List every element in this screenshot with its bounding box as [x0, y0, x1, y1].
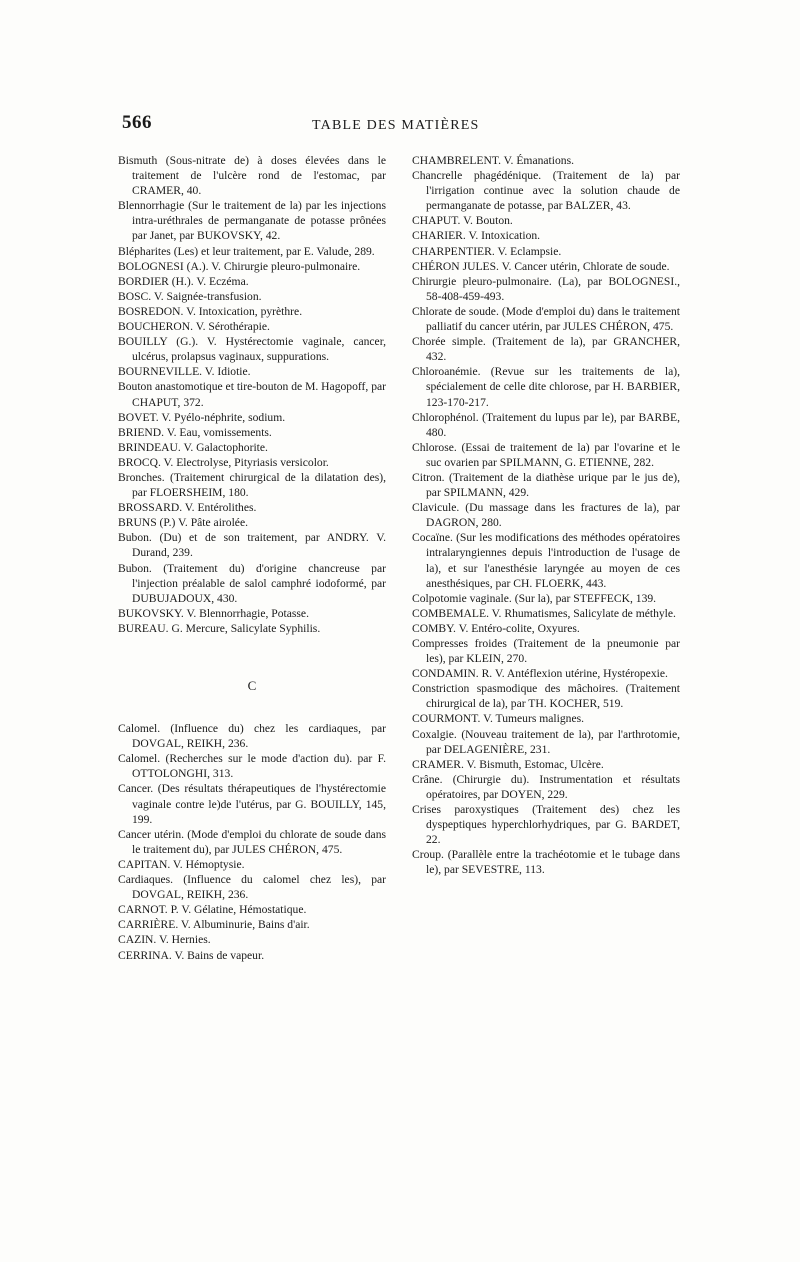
- index-entry: Bismuth (Sous-nitrate de) à doses élevées dans le traitement de l'ulcère rond de l'estomac, par CRAMER, 40.: [118, 154, 386, 198]
- index-entry: CARNOT. P. V. Gélatine, Hémostatique.: [118, 903, 307, 917]
- index-entry: CHARIER. V. Intoxication.: [412, 229, 541, 243]
- index-entry: Bronches. (Traitement chirurgical de la dilatation des), par FLOERSHEIM, 180.: [118, 470, 386, 500]
- index-entry: Bubon. (Du) et de son traitement, par ANDRY. V. Durand, 239.: [118, 531, 386, 560]
- index-entry: BRIEND. V. Eau, vomissements.: [118, 425, 272, 439]
- index-entry: Cancer. (Des résultats thérapeutiques de l'hystérectomie vaginale contre le)de l'utérus, par G. BOUILLY, 145, 199.: [118, 782, 386, 826]
- index-entry: Crises paroxystiques (Traitement des) chez les dyspeptiques hyperchlorhydriques, par G. BARDET, 22.: [412, 803, 680, 847]
- index-entry: CHAPUT. V. Bouton.: [412, 214, 513, 228]
- index-entry: Colpotomie vaginale. (Sur la), par STEFFECK, 139.: [412, 591, 657, 605]
- index-entry: CRAMER. V. Bismuth, Estomac, Ulcère.: [412, 757, 604, 771]
- index-entry: BUREAU. G. Mercure, Salicylate Syphilis.: [118, 621, 321, 635]
- index-entry: Croup. (Parallèle entre la trachéotomie et le tubage dans le), par SEVESTRE, 113.: [412, 848, 680, 877]
- index-entry: Clavicule. (Du massage dans les fractures de la), par DAGRON, 280.: [412, 501, 680, 530]
- index-entry: Crâne. (Chirurgie du). Instrumentation et résultats opératoires, par DOYEN, 229.: [412, 772, 680, 801]
- page-number: 566: [122, 112, 152, 133]
- index-entry: Chorée simple. (Traitement de la), par GRANCHER, 432.: [412, 335, 680, 364]
- right-column: [412, 153, 680, 878]
- index-entry: Chlorophénol. (Traitement du lupus par le), par BARBE, 480.: [412, 410, 680, 439]
- index-entry: Chloroanémie. (Revue sur les traitements de la), spécialement de celle dite chlorose, par H. BARBIER, 123-170-217.: [412, 365, 680, 409]
- page-header: [122, 112, 682, 140]
- index-entry: Chirurgie pleuro-pulmonaire. (La), par BOLOGNESI., 58-408-459-493.: [412, 274, 680, 303]
- index-entry: Bouton anastomotique et tire-bouton de M. Hagopoff, par CHAPUT, 372.: [118, 380, 386, 409]
- running-title: TABLE DES MATIÈRES: [312, 118, 480, 133]
- index-entry: CHÉRON JULES. V. Cancer utérin, Chlorate de soude.: [412, 259, 670, 273]
- index-entry: BOSC. V. Saignée-transfusion.: [118, 289, 262, 303]
- index-entry: Blennorrhagie (Sur le traitement de la) par les injections intra-uréthrales de permanganate de potasse prônées par Janet, par BUKOVSKY, 42.: [118, 199, 386, 243]
- index-entry: BOUCHERON. V. Sérothérapie.: [118, 320, 270, 334]
- index-entry: Constriction spasmodique des mâchoires. (Traitement chirurgical de la), par TH. KOCHER, 519.: [412, 682, 680, 711]
- index-entry: Coxalgie. (Nouveau traitement de la), par l'arthrotomie, par DELAGENIÈRE, 231.: [412, 727, 680, 756]
- index-entry: BOLOGNESI (A.). V. Chirurgie pleuro-pulmonaire.: [118, 259, 361, 273]
- entries-before-c: [118, 153, 386, 636]
- index-entry: CARRIÈRE. V. Albuminurie, Bains d'air.: [118, 918, 310, 932]
- index-entry: BRUNS (P.) V. Pâte airolée.: [118, 516, 248, 530]
- index-entry: Chancrelle phagédénique. (Traitement de la) par l'irrigation continue avec la solution chaude de permanganate de potasse, par BALZER, 43.: [412, 169, 680, 213]
- index-entry: CONDAMIN. R. V. Antéflexion utérine, Hystéropexie.: [412, 667, 668, 681]
- index-entry: BRINDEAU. V. Galactophorite.: [118, 440, 268, 454]
- index-entry: Chlorose. (Essai de traitement de la) par l'ovarine et le suc ovarien par SPILMANN, G. ETIENNE, 282.: [412, 440, 680, 469]
- index-entry: Chlorate de soude. (Mode d'emploi du) dans le traitement palliatif du cancer utérin, par JULES CHÉRON, 475.: [412, 304, 680, 334]
- index-entry: CHAMBRELENT. V. Émanations.: [412, 154, 574, 167]
- index-entry: BOURNEVILLE. V. Idiotie.: [118, 365, 251, 379]
- index-entry: Compresses froides (Traitement de la pneumonie par les), par KLEIN, 270.: [412, 637, 680, 666]
- index-entry: CAZIN. V. Hernies.: [118, 933, 211, 947]
- index-entry: Citron. (Traitement de la diathèse urique par le jus de), par SPILMANN, 429.: [412, 470, 680, 500]
- index-entry: BUKOVSKY. V. Blennorrhagie, Potasse.: [118, 606, 309, 620]
- index-entry: BORDIER (H.). V. Eczéma.: [118, 274, 249, 288]
- section-letter-heading: C: [247, 678, 257, 693]
- index-entry: BROCQ. V. Electrolyse, Pityriasis versicolor.: [118, 455, 329, 469]
- index-entry: COMBY. V. Entéro-colite, Oxyures.: [412, 621, 580, 635]
- index-entry: BOUILLY (G.). V. Hystérectomie vaginale, cancer, ulcérus, prolapsus vaginaux, suppurations.: [118, 335, 386, 364]
- index-entry: BOSREDON. V. Intoxication, pyrèthre.: [118, 304, 303, 318]
- index-entry: CERRINA. V. Bains de vapeur.: [118, 948, 265, 962]
- index-entry: CAPITAN. V. Hémoptysie.: [118, 857, 245, 871]
- index-entry: Calomel. (Recherches sur le mode d'action du). par F. OTTOLONGHI, 313.: [118, 752, 386, 781]
- index-entry: BROSSARD. V. Entérolithes.: [118, 501, 257, 515]
- index-entry: Bubon. (Traitement du) d'origine chancreuse par l'injection préalable de salol camphré iodoformé, par DUBUJADOUX, 430.: [118, 561, 386, 605]
- index-entry: COURMONT. V. Tumeurs malignes.: [412, 712, 584, 726]
- index-entry: COMBEMALE. V. Rhumatismes, Salicylate de méthyle.: [412, 606, 676, 620]
- index-entry: BOVET. V. Pyélo-néphrite, sodium.: [118, 410, 286, 424]
- entries-after-c: [118, 721, 386, 963]
- index-entry: Cardiaques. (Influence du calomel chez les), par DOVGAL, REIKH, 236.: [118, 873, 386, 902]
- index-entry: Calomel. (Influence du) chez les cardiaques, par DOVGAL, REIKH, 236.: [118, 722, 386, 751]
- index-entry: Blépharites (Les) et leur traitement, par E. Valude, 289.: [118, 244, 375, 258]
- right-entries: [412, 153, 680, 878]
- left-column: [118, 153, 386, 963]
- index-entry: CHARPENTIER. V. Eclampsie.: [412, 244, 562, 258]
- index-entry: Cancer utérin. (Mode d'emploi du chlorate de soude dans le traitement du), par JULES CHÉRON, 475.: [118, 827, 386, 856]
- index-entry: Cocaïne. (Sur les modifications des méthodes opératoires intralaryngiennes depuis l'introduction de l'usage de la), et sur l'anesthésie laryngée au moyen de ces anesthésiques, par CH. FLOERK, 443.: [412, 531, 680, 590]
